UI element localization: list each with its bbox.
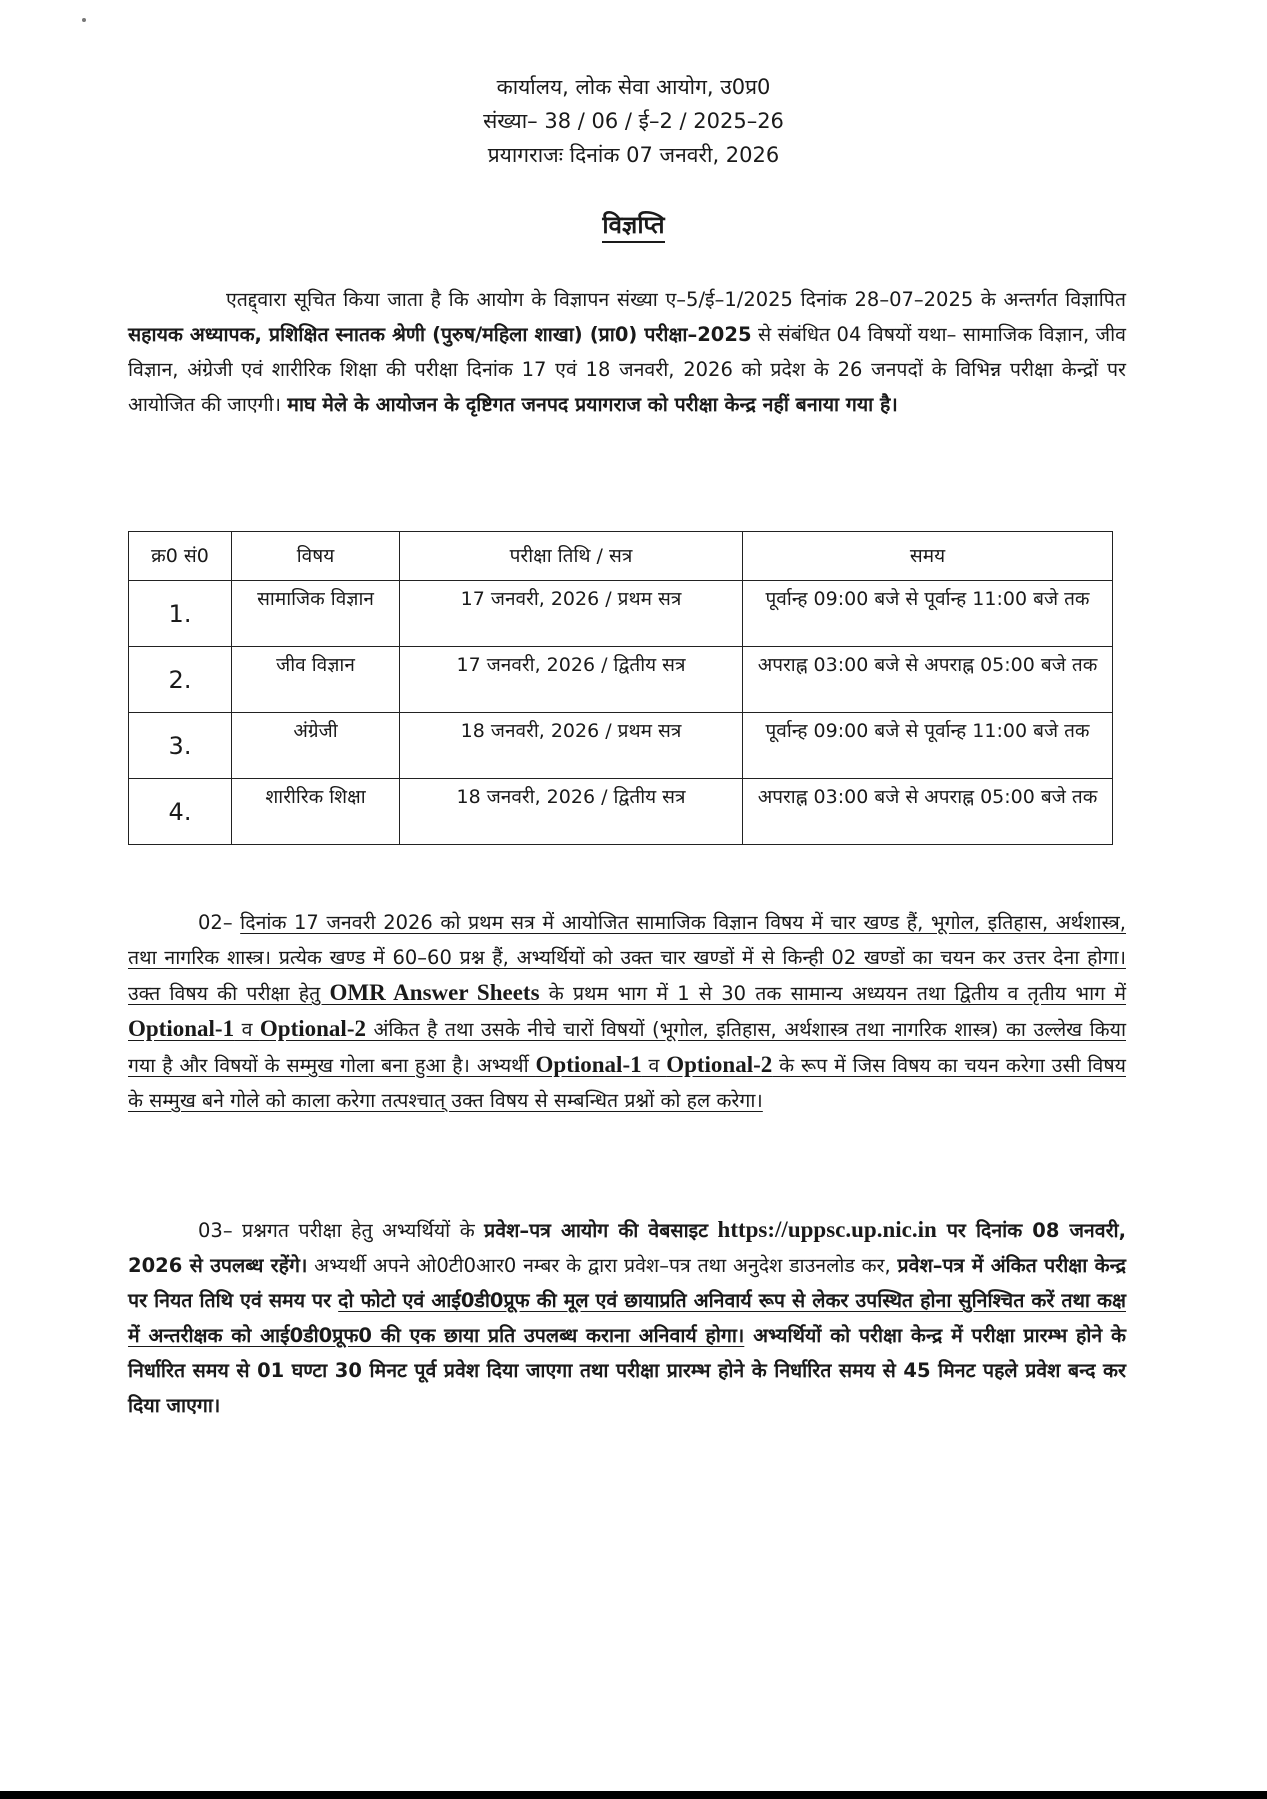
scan-speck: [82, 18, 86, 22]
table-row: [129, 713, 1113, 779]
subject-cell: सामाजिक विज्ञान: [232, 581, 400, 647]
header-subject: विषय: [232, 532, 400, 581]
omr-label: OMR Answer Sheets: [329, 980, 540, 1005]
center-instruction: प्रवेश–पत्र में अंकित परीक्षा केन्द्र पर नियत तिथि एवं समय पर: [128, 1254, 1127, 1312]
admit-card-note: प्रवेश–पत्र आयोग की वेबसाइट: [484, 1219, 709, 1242]
para3-number: 03–: [198, 1219, 243, 1242]
serial-cell: 2.: [129, 647, 232, 713]
reference-number: संख्या– 38 / 06 / ई–2 / 2025–26: [483, 109, 784, 133]
notice-title-wrap: [0, 208, 1267, 241]
office-name: कार्यालय, लोक सेवा आयोग, उ0प्र0: [496, 75, 771, 99]
para2-text-a: दिनांक 17 जनवरी 2026 को प्रथम सत्र में आयोजित सामाजिक विज्ञान विषय में चार खण्ड हैं, भूगोल, इतिहास, अर्थशास्त्र, तथा नागरिक शास्त्र। प्रत्येक खण्ड में 60–60 प्रश्न हैं, अभ्यर्थियों को उक्त चार खण्डों में से किन्ही 02 खण्डों का चयन कर उत्तर देना होगा। उक्त विषय की परीक्षा हेतु: [128, 911, 1127, 1005]
optional-1-label: Optional-1: [128, 1016, 235, 1041]
para3-text-d: अभ्यर्थी अपने ओ0टी0आर0 नम्बर के द्वारा प्रवेश–पत्र तथा अनुदेश डाउनलोड कर,: [307, 1254, 898, 1277]
intro-paragraph: [128, 282, 1126, 422]
intro-text-1: एतद्द्वारा सूचित किया जाता है कि आयोग के विज्ञापन संख्या ए–5/ई–1/2025 दिनांक 28–07–2025 के अन्तर्गत विज्ञापित: [226, 288, 1126, 311]
serial-cell: 1.: [129, 581, 232, 647]
paragraph-03: [128, 1212, 1126, 1423]
date-session-cell: 17 जनवरी, 2026 / प्रथम सत्र: [400, 581, 743, 647]
para2-text-d: अंकित है तथा उसके नीचे चारों विषयों (भूगोल, इतिहास, अर्थशास्त्र तथा नागरिक शास्त्र) का उल्लेख किया गया है और विषयों के सम्मुख गोला बना हुआ है। अभ्यर्थी: [128, 1018, 1126, 1077]
exam-name: सहायक अध्यापक, प्रशिक्षित स्नातक श्रेणी (पुरुष/महिला शाखा) (प्रा0) परीक्षा–2025: [128, 323, 752, 346]
date-session-cell: 17 जनवरी, 2026 / द्वितीय सत्र: [400, 647, 743, 713]
para3-text-a: प्रश्नगत परीक्षा हेतु अभ्यर्थियों के: [242, 1219, 485, 1242]
table-row: [129, 779, 1113, 845]
subject-cell: अंग्रेजी: [232, 713, 400, 779]
serial-cell: 4.: [129, 779, 232, 845]
letter-header: [0, 70, 1267, 172]
header-date-session: परीक्षा तिथि / सत्र: [400, 532, 743, 581]
table-row: [129, 581, 1113, 647]
optional-2-label: Optional-2: [259, 1016, 366, 1041]
entry-timing-instruction: अभ्यर्थियों को परीक्षा केन्द्र में परीक्षा प्रारम्भ होने के निर्धारित समय से 01 घण्टा 30 मिनट पूर्व प्रवेश दिया जाएगा तथा परीक्षा प्रारम्भ होने के निर्धारित समय से 45 मिनट पहले प्रवेश बन्द कर दिया जाएगा।: [128, 1324, 1126, 1417]
header-time: समय: [743, 532, 1113, 581]
scan-border: [0, 1791, 1267, 1799]
date-session-cell: 18 जनवरी, 2026 / प्रथम सत्र: [400, 713, 743, 779]
time-cell: पूर्वान्ह 09:00 बजे से पूर्वान्ह 11:00 बजे तक: [743, 713, 1113, 779]
para2-text-e: के रूप में जिस विषय का चयन करेगा उसी विषय के सम्मुख बने गोले को काला करेगा तत्पश्चात् उक्त विषय से सम्बन्धित प्रश्नों को हल करेगा।: [128, 1054, 1126, 1112]
table-row: [129, 647, 1113, 713]
optional-2-label-2: Optional-2: [666, 1052, 773, 1077]
place-date: प्रयागराजः दिनांक 07 जनवरी, 2026: [487, 143, 780, 167]
serial-cell: 3.: [129, 713, 232, 779]
header-serial: क्र0 सं0: [129, 532, 232, 581]
notice-title: विज्ञप्ति: [602, 211, 664, 243]
time-cell: अपराह्न 03:00 बजे से अपराह्न 05:00 बजे तक: [743, 647, 1113, 713]
exam-schedule-table: [128, 531, 1113, 845]
table-header-row: [129, 532, 1113, 581]
availability-date: पर दिनांक 08 जनवरी, 2026 से उपलब्ध रहेंगे।: [128, 1219, 1127, 1277]
date-session-cell: 18 जनवरी, 2026 / द्वितीय सत्र: [400, 779, 743, 845]
subject-cell: जीव विज्ञान: [232, 647, 400, 713]
para2-text-c: व: [234, 1018, 260, 1041]
para2-text-b: के प्रथम भाग में 1 से 30 तक सामान्य अध्ययन तथा द्वितीय व तृतीय भाग में: [539, 982, 1127, 1005]
para2-text-c2: व: [641, 1054, 667, 1077]
website-link[interactable]: https://uppsc.up.nic.in: [717, 1217, 937, 1242]
paragraph-02: [128, 905, 1126, 1118]
time-cell: अपराह्न 03:00 बजे से अपराह्न 05:00 बजे तक: [743, 779, 1113, 845]
time-cell: पूर्वान्ह 09:00 बजे से पूर्वान्ह 11:00 बजे तक: [743, 581, 1113, 647]
optional-1-label-2: Optional-1: [535, 1052, 642, 1077]
para2-number: 02–: [198, 911, 241, 934]
intro-text-3: से संबंधित 04 विषयों यथा– सामाजिक विज्ञान, जीव विज्ञान, अंग्रेजी एवं शारीरिक शिक्षा की परीक्षा दिनांक 17 एवं 18 जनवरी, 2026 को प्रदेश के 26 जनपदों के विभिन्न परीक्षा केन्द्रों पर आयोजित की जाएगी।: [128, 323, 1126, 416]
prayagraj-note: माघ मेले के आयोजन के दृष्टिगत जनपद प्रयागराज को परीक्षा केन्द्र नहीं बनाया गया है।: [287, 393, 898, 416]
subject-cell: शारीरिक शिक्षा: [232, 779, 400, 845]
id-proof-instruction: दो फोटो एवं आई0डी0प्रूफ की मूल एवं छायाप्रति अनिवार्य रूप से लेकर उपस्थित होना सुनिश्चित करें तथा कक्ष में अन्तरीक्षक को आई0डी0प्रूफ0 की एक छाया प्रति उपलब्ध कराना अनिवार्य होगा।: [128, 1289, 1126, 1347]
